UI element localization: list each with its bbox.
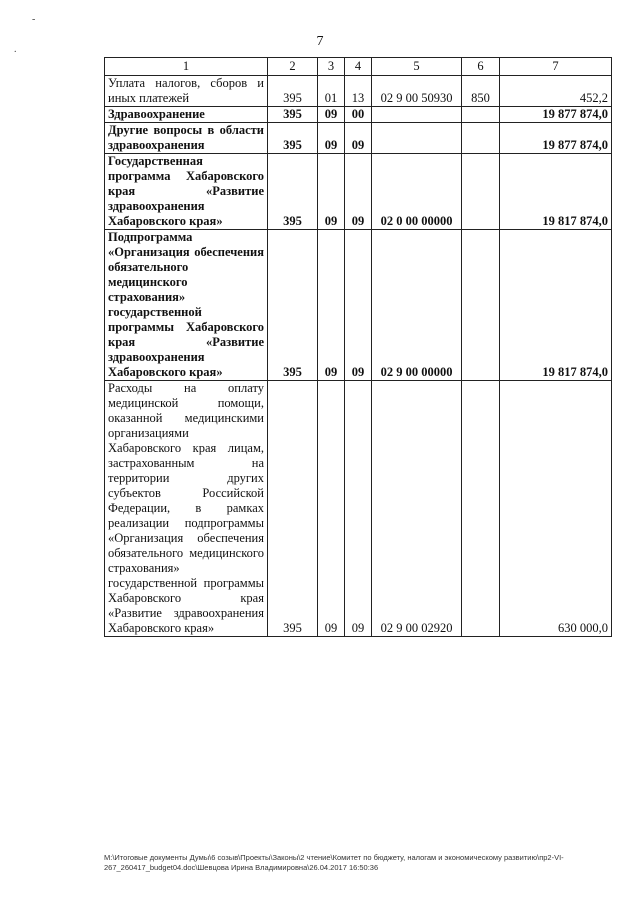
table-row	[105, 381, 612, 637]
row-section: 01	[318, 76, 345, 107]
row-amount: 452,2	[500, 76, 612, 107]
col-header: 7	[500, 58, 612, 76]
table-row	[105, 230, 612, 381]
row-name: Уплата налогов, сборов и иных платежей	[105, 76, 268, 107]
margin-mark: .	[14, 44, 17, 55]
row-code-admin: 395	[268, 76, 318, 107]
row-name: Подпрограмма «Организация обеспечения обязательного медицинского страхования» государственной программы Хабаровского края «Развитие здравоохранения Хабаровского края»	[105, 230, 268, 381]
row-name: Здравоохранение	[105, 107, 268, 123]
row-expense-type: 850	[462, 76, 500, 107]
row-name: Расходы на оплату медицинской помощи, оказанной медицинскими организациями Хабаровского края лицам, застрахованным на территории других субъектов Российской Федерации, в рамках реализации подпрограммы «Организация обеспечения обязательного медицинского страхования» государственной программы Хабаровского края «Развитие здравоохранения Хабаровского края»	[105, 381, 268, 637]
col-header: 2	[268, 58, 318, 76]
row-expense-type	[462, 123, 500, 154]
row-target-article	[372, 107, 462, 123]
row-section: 09	[318, 123, 345, 154]
row-expense-type	[462, 381, 500, 637]
row-code-admin: 395	[268, 107, 318, 123]
row-amount: 19 877 874,0	[500, 107, 612, 123]
table-row	[105, 76, 612, 107]
row-name: Государственная программа Хабаровского края «Развитие здравоохранения Хабаровского края»	[105, 154, 268, 230]
row-subsection: 09	[345, 381, 372, 637]
row-subsection: 09	[345, 230, 372, 381]
table-row	[105, 123, 612, 154]
table-row	[105, 107, 612, 123]
row-code-admin: 395	[268, 123, 318, 154]
row-target-article: 02 9 00 50930	[372, 76, 462, 107]
row-code-admin: 395	[268, 230, 318, 381]
row-section: 09	[318, 154, 345, 230]
row-amount: 19 817 874,0	[500, 230, 612, 381]
row-target-article	[372, 123, 462, 154]
row-expense-type	[462, 107, 500, 123]
row-target-article: 02 9 00 02920	[372, 381, 462, 637]
table-header-row	[105, 58, 612, 76]
col-header: 3	[318, 58, 345, 76]
footer-line: 267_260417_budget04.doc\Шевцова Ирина Владимировна\26.04.2017 16:50:36	[104, 863, 379, 872]
row-amount: 19 877 874,0	[500, 123, 612, 154]
row-section: 09	[318, 107, 345, 123]
budget-table	[104, 57, 612, 637]
margin-mark: -	[32, 14, 36, 25]
col-header: 5	[372, 58, 462, 76]
row-subsection: 09	[345, 123, 372, 154]
row-section: 09	[318, 381, 345, 637]
row-code-admin: 395	[268, 154, 318, 230]
row-amount: 19 817 874,0	[500, 154, 612, 230]
col-header: 6	[462, 58, 500, 76]
row-expense-type	[462, 230, 500, 381]
file-path-footer	[104, 853, 614, 873]
col-header: 1	[105, 58, 268, 76]
row-target-article: 02 0 00 00000	[372, 154, 462, 230]
row-subsection: 00	[345, 107, 372, 123]
footer-line: М:\Итоговые документы Думы\6 созыв\Проекты\Законы\2 чтение\Комитет по бюджету, налогам и экономическому развитию\пр2-VI-	[104, 853, 564, 862]
page-number: 7	[316, 34, 324, 49]
row-subsection: 09	[345, 154, 372, 230]
row-name: Другие вопросы в области здравоохранения	[105, 123, 268, 154]
row-amount: 630 000,0	[500, 381, 612, 637]
row-code-admin: 395	[268, 381, 318, 637]
row-subsection: 13	[345, 76, 372, 107]
row-section: 09	[318, 230, 345, 381]
table-row	[105, 154, 612, 230]
col-header: 4	[345, 58, 372, 76]
row-expense-type	[462, 154, 500, 230]
row-target-article: 02 9 00 00000	[372, 230, 462, 381]
